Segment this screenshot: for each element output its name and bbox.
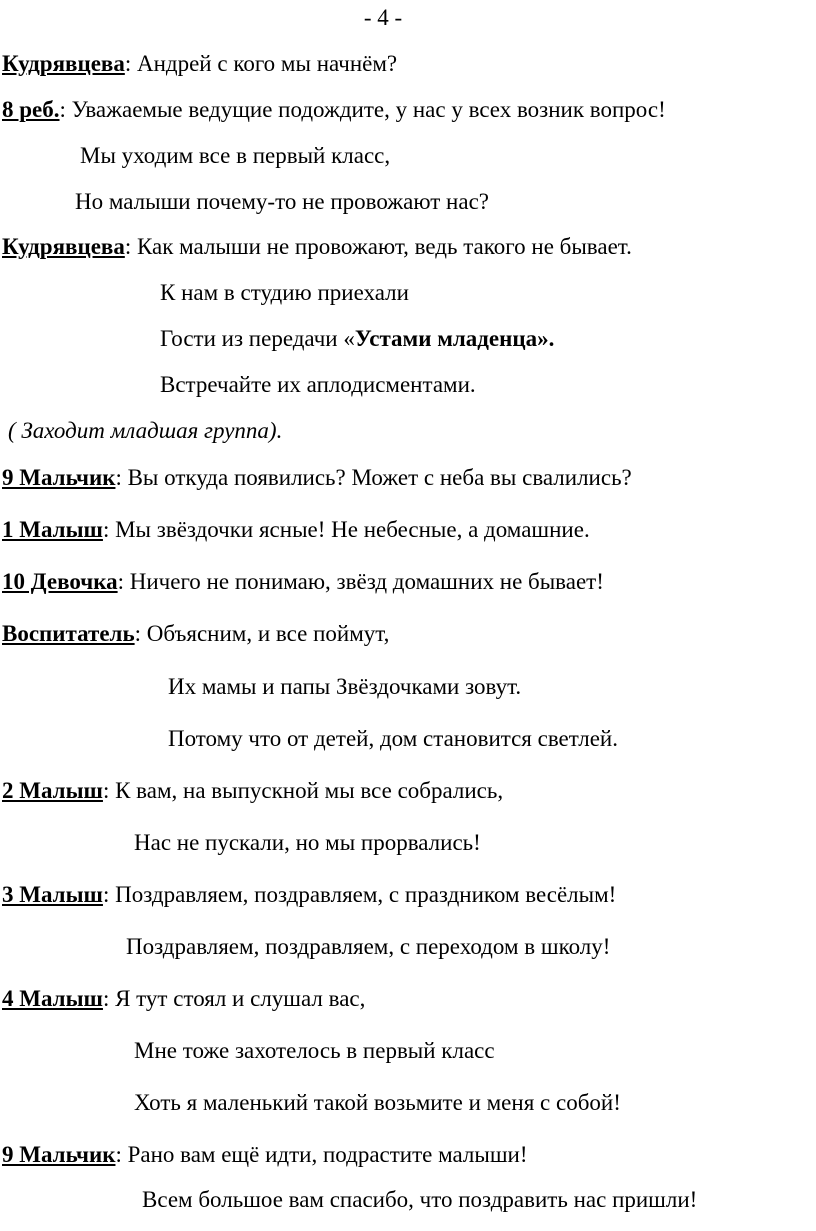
line-text: Потому что от детей, дом становится светлей. [168, 726, 618, 751]
dialogue-line [2, 777, 503, 805]
speaker-name: 3 Малыш [2, 882, 103, 907]
line-text: К нам в студию приехали [160, 280, 409, 305]
dialogue-line [2, 985, 365, 1013]
dialogue-line [2, 1141, 528, 1169]
line-text: Мы уходим все в первый класс, [80, 143, 391, 168]
speaker-name: 10 Девочка [2, 569, 118, 594]
line-text: Их мамы и папы Звёздочками зовут. [168, 674, 522, 699]
line-text: Всем большое вам спасибо, что поздравить нас пришли! [142, 1187, 698, 1212]
dialogue-line [2, 881, 616, 909]
speaker-name: Кудрявцева [2, 234, 125, 259]
speaker-name: 2 Малыш [2, 778, 103, 803]
line-text: : Рано вам ещё идти, подрастите малыши! [115, 1142, 528, 1167]
line-text: : Мы звёздочки ясные! Не небесные, а домашние. [102, 517, 590, 542]
dialogue-line [2, 96, 666, 124]
dialogue-line [134, 1089, 621, 1117]
dialogue-line [2, 568, 604, 596]
dialogue-line [75, 188, 489, 216]
line-text: Но малыши почему-то не провожают нас? [75, 189, 489, 214]
dialogue-line [142, 1186, 697, 1214]
line-text: : Поздравляем, поздравляем, с праздником весёлым! [102, 882, 617, 907]
dialogue-line [160, 371, 476, 399]
dialogue-line [134, 829, 481, 857]
line-text: : Андрей с кого мы начнём? [124, 51, 398, 76]
dialogue-line [126, 933, 610, 961]
line-text: : Объясним, и все поймут, [134, 621, 390, 646]
speaker-name: 9 Мальчик [2, 465, 116, 490]
line-text: ( Заходит младшая группа). [8, 418, 283, 443]
speaker-name: 4 Малыш [2, 986, 103, 1011]
page-number: - 4 - [363, 5, 403, 30]
show-title: Устами младенца». [354, 326, 555, 351]
dialogue-line [2, 50, 397, 78]
dialogue-line [2, 620, 389, 648]
speaker-name: Воспитатель [2, 621, 135, 646]
line-text: : Уважаемые ведущие подождите, у нас у всех возник вопрос! [59, 97, 666, 122]
speaker-name: 9 Мальчик [2, 1142, 116, 1167]
dialogue-line [168, 725, 618, 753]
dialogue-line [160, 325, 554, 353]
line-text: Мне тоже захотелось в первый класс [134, 1038, 495, 1063]
line-text: Гости из передачи « [160, 326, 355, 351]
speaker-name: 1 Малыш [2, 517, 103, 542]
stage-direction [8, 417, 282, 445]
dialogue-line [134, 1037, 495, 1065]
line-text: : Ничего не понимаю, звёзд домашних не бывает! [117, 569, 604, 594]
line-text: : Я тут стоял и слушал вас, [102, 986, 366, 1011]
speaker-name: 8 реб. [2, 97, 60, 122]
dialogue-line [2, 464, 632, 492]
line-text: : Вы откуда появились? Может с неба вы свалились? [115, 465, 632, 490]
dialogue-line [80, 142, 390, 170]
line-text: Поздравляем, поздравляем, с переходом в школу! [126, 934, 611, 959]
line-text: Нас не пускали, но мы прорвались! [134, 830, 481, 855]
speaker-name: Кудрявцева [2, 51, 125, 76]
line-text: Встречайте их аплодисментами. [160, 372, 476, 397]
dialogue-line [160, 279, 409, 307]
dialogue-line [2, 233, 632, 261]
dialogue-line [2, 516, 590, 544]
line-text: : Как малыши не провожают, ведь такого не бывает. [124, 234, 632, 259]
line-text: : К вам, на выпускной мы все собрались, [102, 778, 504, 803]
line-text: Хоть я маленький такой возьмите и меня с собой! [134, 1090, 621, 1115]
dialogue-line [168, 673, 521, 701]
